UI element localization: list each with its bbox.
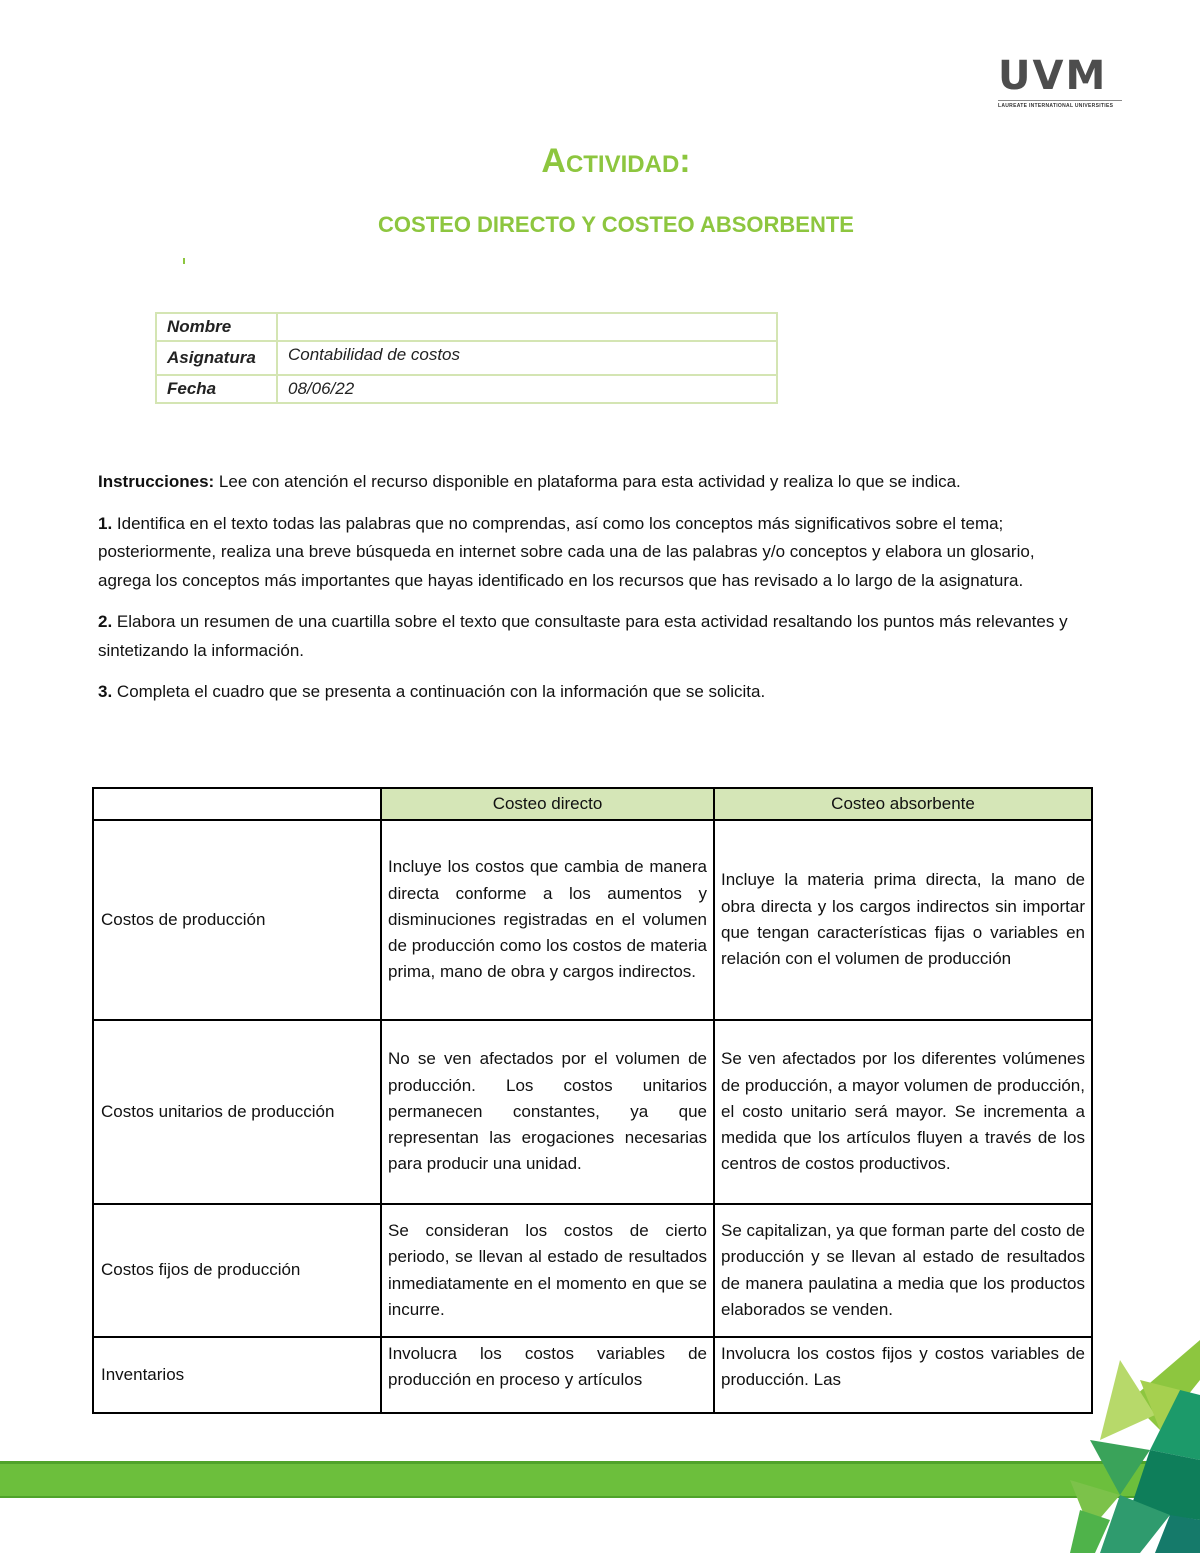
instruction-item-1 [98, 510, 1068, 596]
info-label: Asignatura [156, 341, 277, 375]
item-text: Identifica en el texto todas las palabras que no comprendas, así como los conceptos más significativos sobre el tema; posteriormente, realiza una breve búsqueda en internet sobre cada una de las palabras y/o conceptos y elabora un glosario, agrega los conceptos más importantes que hayas identificado en los recursos que has revisado a lo largo de la asignatura. [98, 513, 1035, 590]
instructions [98, 468, 1068, 720]
info-value: 08/06/22 [277, 375, 777, 403]
table-row [93, 1204, 1092, 1337]
header-costeo-directo: Costeo directo [381, 788, 714, 820]
logo-subtitle: LAUREATE INTERNATIONAL UNIVERSITIES [998, 100, 1122, 109]
comparison-table [92, 787, 1093, 1414]
table-row [93, 1337, 1092, 1413]
student-info-table [155, 312, 778, 404]
cell-absorbente [714, 1337, 1092, 1413]
uvm-logo [998, 53, 1122, 109]
info-value: Contabilidad de costos [277, 341, 777, 375]
info-value [277, 313, 777, 341]
row-label: Inventarios [93, 1337, 381, 1413]
info-label: Fecha [156, 375, 277, 403]
row-label: Costos fijos de producción [93, 1204, 381, 1337]
cell-text: Involucra los costos fijos y costos variables de producción. Las [721, 1344, 1085, 1390]
cell-directo: No se ven afectados por el volumen de producción. Los costos unitarios permanecen constantes, ya que representan las erogaciones necesarias para producir una unidad. [381, 1020, 714, 1204]
cell-absorbente: Se ven afectados por los diferentes volúmenes de producción, a mayor volumen de producción, el costo unitario será mayor. Se incrementa a medida que los artículos fluyen a través de los centros de costos productivos. [714, 1020, 1092, 1204]
table-row [93, 820, 1092, 1020]
footer-bar [0, 1461, 1200, 1498]
instructions-text: Lee con atención el recurso disponible en plataforma para esta actividad y realiza lo que se indica. [214, 472, 961, 491]
cell-absorbente: Incluye la materia prima directa, la mano de obra directa y los cargos indirectos sin importar que tengan características fijas o variables en relación con el volumen de producción [714, 820, 1092, 1020]
instructions-intro [98, 468, 1068, 497]
header-empty [93, 788, 381, 820]
cell-directo: Se consideran los costos de cierto periodo, se llevan al estado de resultados inmediatamente en el momento en que se incurre. [381, 1204, 714, 1337]
info-row-nombre [156, 313, 777, 341]
decorative-leaves-graphic [1060, 1320, 1200, 1553]
instruction-item-2 [98, 608, 1068, 665]
table-header-row [93, 788, 1092, 820]
info-row-asignatura [156, 341, 777, 375]
info-label: Nombre [156, 313, 277, 341]
item-text: Completa el cuadro que se presenta a continuación con la información que se solicita. [112, 682, 766, 701]
activity-title: Actividad: [541, 142, 691, 180]
row-label: Costos unitarios de producción [93, 1020, 381, 1204]
item-number: 2. [98, 612, 113, 631]
instructions-label: Instrucciones: [98, 472, 215, 491]
cell-text: Involucra los costos variables de producción en proceso y artículos [388, 1344, 707, 1390]
row-label: Costos de producción [93, 820, 381, 1020]
cell-directo: Incluye los costos que cambia de manera directa conforme a los aumentos y disminuciones registradas en el volumen de producción como los costos de materia prima, mano de obra y cargos indirectos. [381, 820, 714, 1020]
item-text: Elabora un resumen de una cuartilla sobre el texto que consultaste para esta actividad resaltando los puntos más relevantes y sintetizando la información. [98, 612, 1068, 660]
logo-text: UVM [998, 53, 1108, 99]
instruction-item-3 [98, 678, 1068, 707]
cell-directo [381, 1337, 714, 1413]
info-row-fecha [156, 375, 777, 403]
item-number: 1. [98, 513, 113, 533]
activity-subtitle: COSTEO DIRECTO Y COSTEO ABSORBENTE [378, 212, 854, 237]
header-costeo-absorbente: Costeo absorbente [714, 788, 1092, 820]
table-row [93, 1020, 1092, 1204]
item-number: 3. [98, 682, 113, 701]
decorative-mark [183, 258, 185, 264]
cell-absorbente: Se capitalizan, ya que forman parte del costo de producción y se llevan al estado de resultados de manera paulatina a media que los productos elaborados se venden. [714, 1204, 1092, 1337]
